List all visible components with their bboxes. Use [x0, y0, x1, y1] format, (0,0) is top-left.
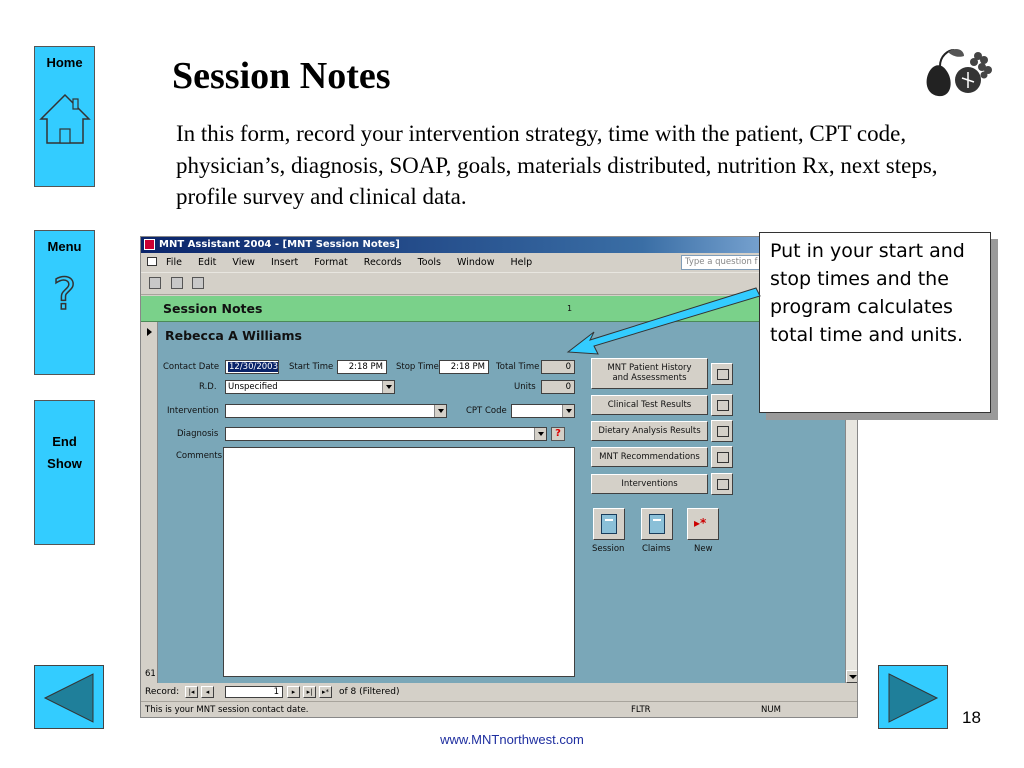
show-label: Show: [47, 456, 82, 471]
claims-icon-button[interactable]: [641, 508, 673, 540]
patient-history-label-1: MNT Patient History: [607, 363, 692, 373]
dietary-preview-icon[interactable]: [711, 420, 733, 442]
menu-nav-button[interactable]: [34, 230, 95, 375]
chevron-down-icon[interactable]: [534, 428, 546, 440]
record-navigator: [141, 683, 858, 701]
page-title: Session Notes: [172, 55, 391, 97]
house-icon: [35, 87, 96, 167]
clinical-test-results-button[interactable]: Clinical Test Results: [591, 395, 708, 415]
status-message: This is your MNT session contact date.: [145, 705, 309, 715]
patient-name: Rebecca A Williams: [165, 328, 302, 343]
diagnosis-help-button[interactable]: ?: [551, 427, 565, 441]
comments-label: Comments: [176, 451, 223, 461]
rd-dropdown[interactable]: [225, 380, 395, 394]
diagnosis-label: Diagnosis: [177, 429, 219, 439]
next-record-button[interactable]: ▸: [287, 686, 300, 698]
right-arrow-icon: [879, 666, 949, 730]
menu-format[interactable]: Format: [314, 257, 348, 268]
units-label: Units: [514, 382, 536, 392]
menu-bar: [141, 253, 857, 273]
new-record-button[interactable]: [687, 508, 719, 540]
claims-label: Claims: [642, 544, 671, 554]
patient-history-label-2: and Assessments: [612, 373, 687, 383]
record-selector[interactable]: [141, 322, 158, 683]
chevron-down-icon[interactable]: [434, 405, 446, 417]
window-titlebar: [141, 237, 857, 253]
callout-arrow-icon: [560, 280, 770, 360]
new-record-icon: ▸*: [694, 516, 707, 530]
interventions-preview-icon[interactable]: [711, 473, 733, 495]
intervention-dropdown[interactable]: [225, 404, 447, 418]
new-label: New: [694, 544, 713, 554]
session-label: Session: [592, 544, 625, 554]
scroll-down-icon[interactable]: [846, 670, 858, 683]
total-time-field: 0: [541, 360, 575, 374]
notebook-icon: [601, 514, 617, 534]
find-icon[interactable]: [171, 277, 183, 289]
footer-link[interactable]: www.MNTnorthwest.com: [440, 732, 584, 747]
menu-file[interactable]: File: [166, 257, 182, 268]
session-icon-button[interactable]: [593, 508, 625, 540]
fruit-logo-icon: [918, 42, 998, 102]
dietary-analysis-button[interactable]: Dietary Analysis Results: [591, 421, 708, 441]
access-app-icon: [144, 239, 155, 250]
clinical-preview-icon[interactable]: [711, 394, 733, 416]
home-nav-button[interactable]: [34, 46, 95, 187]
intervention-label: Intervention: [167, 406, 219, 416]
new-record-nav-button[interactable]: ▸*: [319, 686, 332, 698]
menu-edit[interactable]: Edit: [197, 257, 217, 268]
rd-value: Unspecified: [228, 382, 278, 392]
history-preview-icon[interactable]: [711, 363, 733, 385]
page-number: 18: [962, 708, 981, 727]
start-time-label: Start Time: [289, 362, 334, 372]
last-record-button[interactable]: ▸|: [303, 686, 316, 698]
window-title: MNT Assistant 2004 - [MNT Session Notes]: [159, 239, 400, 250]
units-field: 0: [541, 380, 575, 394]
diagnosis-dropdown[interactable]: [225, 427, 547, 441]
form-header-title: Session Notes: [163, 301, 263, 316]
start-time-field[interactable]: 2:18 PM: [337, 360, 387, 374]
contact-date-label: Contact Date: [163, 362, 220, 372]
menu-window[interactable]: Window: [457, 257, 495, 268]
menu-tools[interactable]: Tools: [417, 257, 441, 268]
record-position-input[interactable]: 1: [225, 686, 283, 698]
prev-record-button[interactable]: ◂: [201, 686, 214, 698]
menu-label: Menu: [47, 239, 82, 254]
question-icon: ?: [52, 269, 77, 320]
status-numlock: NUM: [761, 705, 781, 715]
form-header-number: 1: [567, 304, 573, 313]
comments-textarea[interactable]: [223, 447, 575, 677]
form-icon[interactable]: [147, 257, 157, 266]
chevron-down-icon[interactable]: [562, 405, 574, 417]
total-time-label: Total Time: [496, 362, 540, 372]
next-slide-button[interactable]: [878, 665, 948, 729]
home-label: Home: [46, 55, 83, 70]
contact-date-field[interactable]: 12/30/2003: [225, 360, 279, 374]
menu-help[interactable]: Help: [510, 257, 533, 268]
cpt-code-label: CPT Code: [466, 406, 507, 416]
first-record-button[interactable]: |◂: [185, 686, 198, 698]
question-input[interactable]: Type a question f: [681, 255, 771, 270]
patient-history-button[interactable]: [591, 358, 708, 389]
status-bar: [141, 701, 858, 718]
end-label: End: [52, 434, 77, 449]
mnt-recommendations-button[interactable]: MNT Recommendations: [591, 447, 708, 467]
record-count-label: 61: [145, 669, 156, 679]
recommendations-preview-icon[interactable]: [711, 446, 733, 468]
status-filter: FLTR: [631, 705, 651, 715]
record-count-text: of 8 (Filtered): [339, 687, 400, 697]
rd-label: R.D.: [199, 382, 217, 392]
menu-insert[interactable]: Insert: [270, 257, 299, 268]
cpt-code-dropdown[interactable]: [511, 404, 575, 418]
left-arrow-icon: [35, 666, 105, 730]
interventions-button[interactable]: Interventions: [591, 474, 708, 494]
end-show-button[interactable]: [34, 400, 95, 545]
save-icon[interactable]: [149, 277, 161, 289]
menu-records[interactable]: Records: [363, 257, 402, 268]
current-record-arrow-icon: [147, 328, 152, 336]
previous-slide-button[interactable]: [34, 665, 104, 729]
record-label: Record:: [145, 687, 180, 697]
stop-time-field[interactable]: 2:18 PM: [439, 360, 489, 374]
notebook-icon: [649, 514, 665, 534]
open-icon[interactable]: [192, 277, 204, 289]
callout-box: Put in your start and stop times and the program calculates total time and units.: [759, 232, 991, 413]
stop-time-label: Stop Time: [396, 362, 439, 372]
menu-view[interactable]: View: [232, 257, 255, 268]
chevron-down-icon[interactable]: [382, 381, 394, 393]
intro-text: In this form, record your intervention strategy, time with the patient, CPT code, physician’s, diagnosis, SOAP, goals, materials distributed, nutrition Rx, next steps, profile survey and clinical data.: [176, 121, 938, 209]
